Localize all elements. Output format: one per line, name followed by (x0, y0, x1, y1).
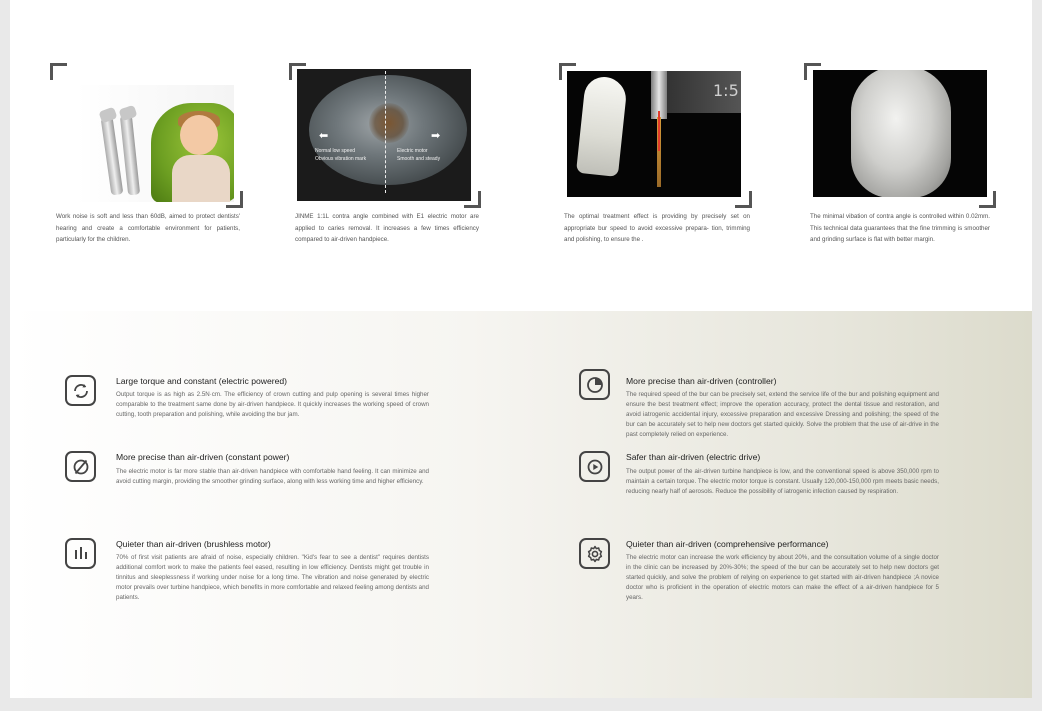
arrow-right-icon: ➡ (431, 130, 441, 142)
bar-chart-icon (65, 538, 96, 569)
frame-corner-bottom-right (464, 191, 481, 208)
overlay-label-right: Electric motor Smooth and steady (397, 148, 441, 162)
photo-bur-tooth (567, 71, 741, 197)
feature-constant-power (65, 451, 435, 511)
scale-label: 1:5 (713, 81, 739, 100)
feature-description: Output torque is as high as 2.5N·cm. The efficiency of crown cutting and pulp opening is several times higher comparable to the treatment same done by air-driven handpiece. It quickly increases the working speed of crown cutting, tooth preparation and polishing, while avoiding the bur jam. (116, 391, 429, 419)
card-caption: Work noise is soft and less than 60dB, aimed to protect dentists' hearing and create a comfortable environment for patients, particularly for the children. (56, 213, 240, 243)
feature-description: The electric motor is far more stable than air-driven handpiece with comfortable hand feeling. It can minimize and avoid cutting margin, providing the smoother grinding surface, along with less working time and higher efficiency. (116, 468, 429, 486)
feature-title: More precise than air-driven (constant power) (116, 452, 290, 462)
card-caption: The minimal vibation of contra angle is controlled within 0.02mm. This technical data guarantees that the fine trimming is smoother and grinding surface is flat with better margin. (810, 213, 990, 243)
feature-description: The required speed of the bur can be precisely set, extend the service life of the bur and polishing equipment and ensure the best treatment effect; improve the operation accuracy, protect the dental tissue and restoration, and avoid iatrogenic accidental injury, excessive preparation and excessive Dressing and polishing; the speed of the bur can be accurately set to help new doctors get started quickly. Solve the problem that the use of air-drive in the past completely relied on experience. (626, 391, 939, 439)
feature-description: The electric motor can increase the work efficiency by about 20%, and the consultation volume of a single doctor in the clinic can be increased by 20%-30%; the speed of the bur can be accurately set to help new doctors get started quickly, and solve the problem of relying on experience to get started with air-driven handpiece ;A novice doctor who is proficient in the operation of electric motors can make the effect of a air-driven handpiece for 5 years. (626, 554, 939, 602)
pie-chart-icon (579, 369, 610, 400)
gear-icon (579, 538, 610, 569)
frame-corner-bottom-right (979, 191, 996, 208)
frame-corner-bottom-right (735, 191, 752, 208)
photo-handpiece-child (76, 85, 234, 202)
feature-title: Quieter than air-driven (comprehensive performance) (626, 539, 829, 549)
feature-description: The output power of the air-driven turbine handpiece is low, and the conventional speed is above 350,000 rpm to maintain a certain torque. The electric motor torque is constant. Usually 120,000-150,000 rpm meets basic needs, reducing nearly half of aerosols. Reduce the possibility of iatrogenic infection caused by respiration. (626, 468, 939, 496)
arrow-left-icon: ⬅ (319, 130, 329, 142)
feature-brushless-motor (65, 538, 435, 608)
feature-description: 70% of first visit patients are afraid of noise, especially children. "Kid's fear to see a dentist" requires dentists additional comfort work to make the patients feel eased, resulting in low efficiency. Dentists might get trouble in tinnitus and sleeplessness if working under noise for a long time. The vibration and noise generated by electric motor prevails over turbine handpiece, which benefits in more comfortable and relaxed feeling among dentists and patients. (116, 554, 429, 602)
feature-title: More precise than air-driven (controller) (626, 376, 777, 386)
frame-corner-top-left (50, 63, 67, 80)
feature-title: Quieter than air-driven (brushless motor) (116, 539, 271, 549)
photo-caries-microscope (297, 69, 471, 201)
comparison-divider (385, 71, 386, 193)
feature-title: Safer than air-driven (electric drive) (626, 452, 761, 462)
feature-title: Large torque and constant (electric powered) (116, 376, 288, 386)
feature-comprehensive-performance (579, 538, 949, 608)
frame-corner-bottom-right (226, 191, 243, 208)
feature-controller (579, 369, 949, 444)
feature-large-torque (65, 375, 435, 435)
feature-electric-drive (579, 451, 949, 511)
overlay-label-left: Normal low speed Obvious vibration mark (315, 148, 367, 162)
card-vibration (804, 63, 1004, 259)
cycle-icon (65, 375, 96, 406)
slashed-circle-icon (65, 451, 96, 482)
card-bur-speed (559, 63, 759, 253)
play-icon (579, 451, 610, 482)
card-caption: The optimal treatment effect is providing by precisely set on appropriate bur speed to avoid excessive prepara- tion, trimming and polishing, to ensure the . (564, 213, 750, 243)
card-caption: JINME 1:1L contra angle combined with E1 electric motor are applied to caries removal. It increases a few times efficiency compared to air-driven handpiece. (295, 213, 479, 243)
photo-tooth-crown (813, 70, 987, 197)
card-noise (50, 63, 250, 253)
card-caries-removal (289, 63, 489, 253)
